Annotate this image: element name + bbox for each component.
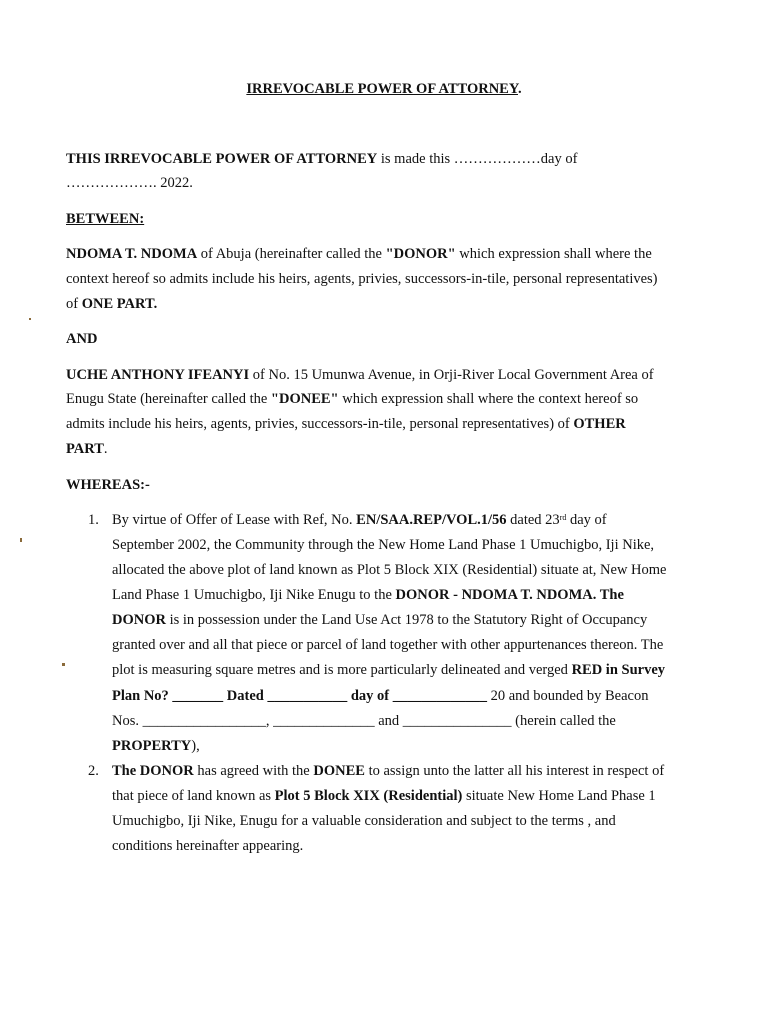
item-2-line-1: The DONOR has agreed with the DONEE to assign unto the latter all his interest in respect of (112, 763, 665, 779)
item-1-line-5: DONOR is in possession under the Land Use Act 1978 to the Statutory Right of Occupancy (112, 612, 648, 628)
intro-line-2: ………………. 2022. (66, 175, 193, 191)
donor-name: NDOMA T. NDOMA (66, 246, 198, 262)
and-heading: AND (66, 331, 98, 347)
intro-text: is made this ………………day of (377, 151, 578, 167)
item-1-line-1: By virtue of Offer of Lease with Ref, No. EN/SAA.REP/VOL.1/56 dated 23rd day of (112, 512, 607, 528)
item-1-line-8: Plan No? _______ Dated ___________ day of _____________ 20 and bounded by Beacon (112, 688, 649, 704)
item-1-line-10: PROPERTY), (112, 738, 200, 754)
donee-line-3: admits include his heirs, agents, privies, successors-in-tile, personal representatives) of OTHER (66, 416, 626, 432)
donor-line-2: context hereof so admits include his heirs, agents, privies, successors-in-tile, personal representatives) (66, 271, 658, 287)
title-dot: . (518, 81, 522, 97)
ordinal-superscript: rd (559, 513, 567, 522)
scan-speck (29, 318, 31, 320)
donee-line-2: Enugu State (hereinafter called the "DONEE" which expression shall where the context hereof so (66, 391, 639, 407)
scan-speck (20, 538, 22, 542)
item-2-line-4: conditions hereinafter appearing. (112, 838, 304, 854)
item-1-line-9: Nos. _________________, ______________ and _______________ (herein called the (112, 713, 616, 729)
item-2-line-3: Umuchigbo, Iji Nike, Enugu for a valuable consideration and subject to the terms , and (112, 813, 616, 829)
item-2-number: 2. (88, 763, 99, 779)
scan-speck (62, 663, 65, 666)
donor-line-1: NDOMA T. NDOMA of Abuja (hereinafter called the "DONOR" which expression shall where the (66, 246, 652, 262)
between-heading: BETWEEN: (66, 211, 145, 227)
item-1-line-2: September 2002, the Community through the New Home Land Phase 1 Umuchigbo, Iji Nike, (112, 537, 655, 553)
item-1-number: 1. (88, 512, 99, 528)
item-1-line-7: plot is measuring square metres and is more particularly delineated and verged RED in Survey (112, 662, 666, 678)
intro-line-1 (66, 150, 577, 168)
item-2-line-2: that piece of land known as Plot 5 Block XIX (Residential) situate New Home Land Phase 1 (112, 788, 656, 804)
document-title: IRREVOCABLE POWER OF ATTORNEY. (246, 81, 522, 97)
whereas-heading: WHEREAS:- (66, 477, 150, 493)
item-1-line-6: granted over and all that piece or parcel of land together with other appurtenances thereon. The (112, 637, 664, 653)
donee-line-1: UCHE ANTHONY IFEANYI of No. 15 Umunwa Avenue, in Orji-River Local Government Area of (66, 367, 654, 383)
item-1-line-4: Land Phase 1 Umuchigbo, Iji Nike Enugu to the DONOR - NDOMA T. NDOMA. The (112, 587, 624, 603)
item-1-line-3: allocated the above plot of land known as Plot 5 Block XIX (Residential) situate at, New Home (112, 562, 667, 578)
intro-bold: THIS IRREVOCABLE POWER OF ATTORNEY (66, 151, 378, 167)
donor-line-3: of ONE PART. (66, 296, 158, 312)
donee-name: UCHE ANTHONY IFEANYI (66, 367, 250, 383)
donee-line-4: PART. (66, 441, 108, 457)
